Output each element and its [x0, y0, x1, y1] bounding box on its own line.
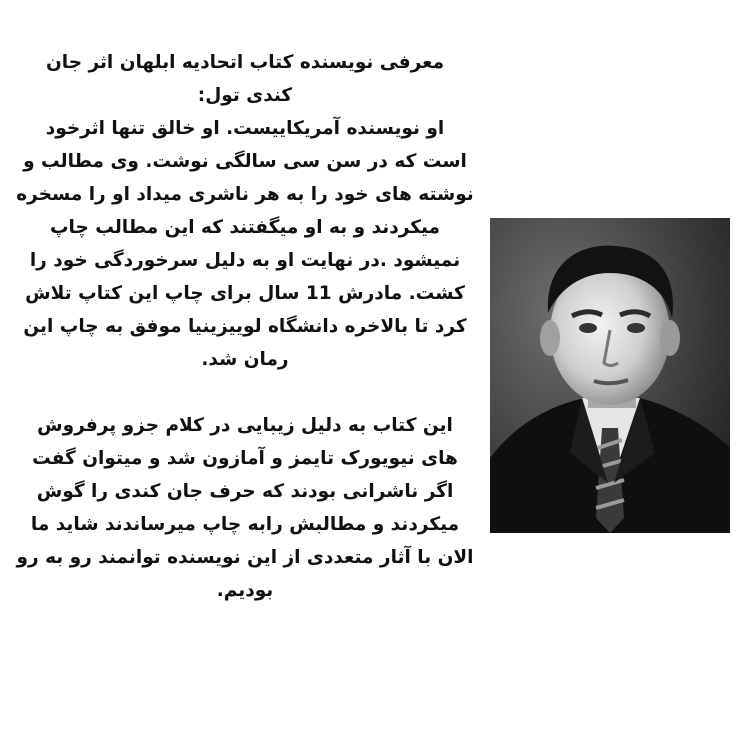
article-paragraph-2: این کتاب به دلیل زیبایی در کلام جزو پرفروش های نیویورک تایمز و آمازون شد و میتوان گفت اگر ناشرانی بودند که حرف جان کندی را گوش میکردند و مطالبش رابه چاپ میرساندند شاید ما الان با آثار متعددی از این نویسنده توانمند رو به رو بودیم. — [16, 415, 474, 601]
paragraph-spacer — [8, 376, 482, 409]
author-portrait-icon — [490, 218, 730, 533]
article-heading: معرفی نویسنده کتاب اتحادیه ابلهان اثر جان کندی تول: — [45, 52, 445, 106]
article-text — [8, 46, 482, 607]
article-paragraph-1: او نویسنده آمریکاییست. او خالق تنها اثرخود است که در سن سی سالگی نوشت. وی مطالب و نوشته های خود را به هر ناشری میداد او را مسخره میکردند و به او میگفتند که این مطالب چاپ نمیشود .در نهایت او به دلیل سرخوردگی خود را کشت. مادرش 11 سال برای چاپ این کتاپ تلاش کرد تا بالاخره دانشگاه لوییزینیا موفق به چاپ این رمان شد. — [16, 118, 474, 370]
author-portrait — [490, 218, 730, 533]
